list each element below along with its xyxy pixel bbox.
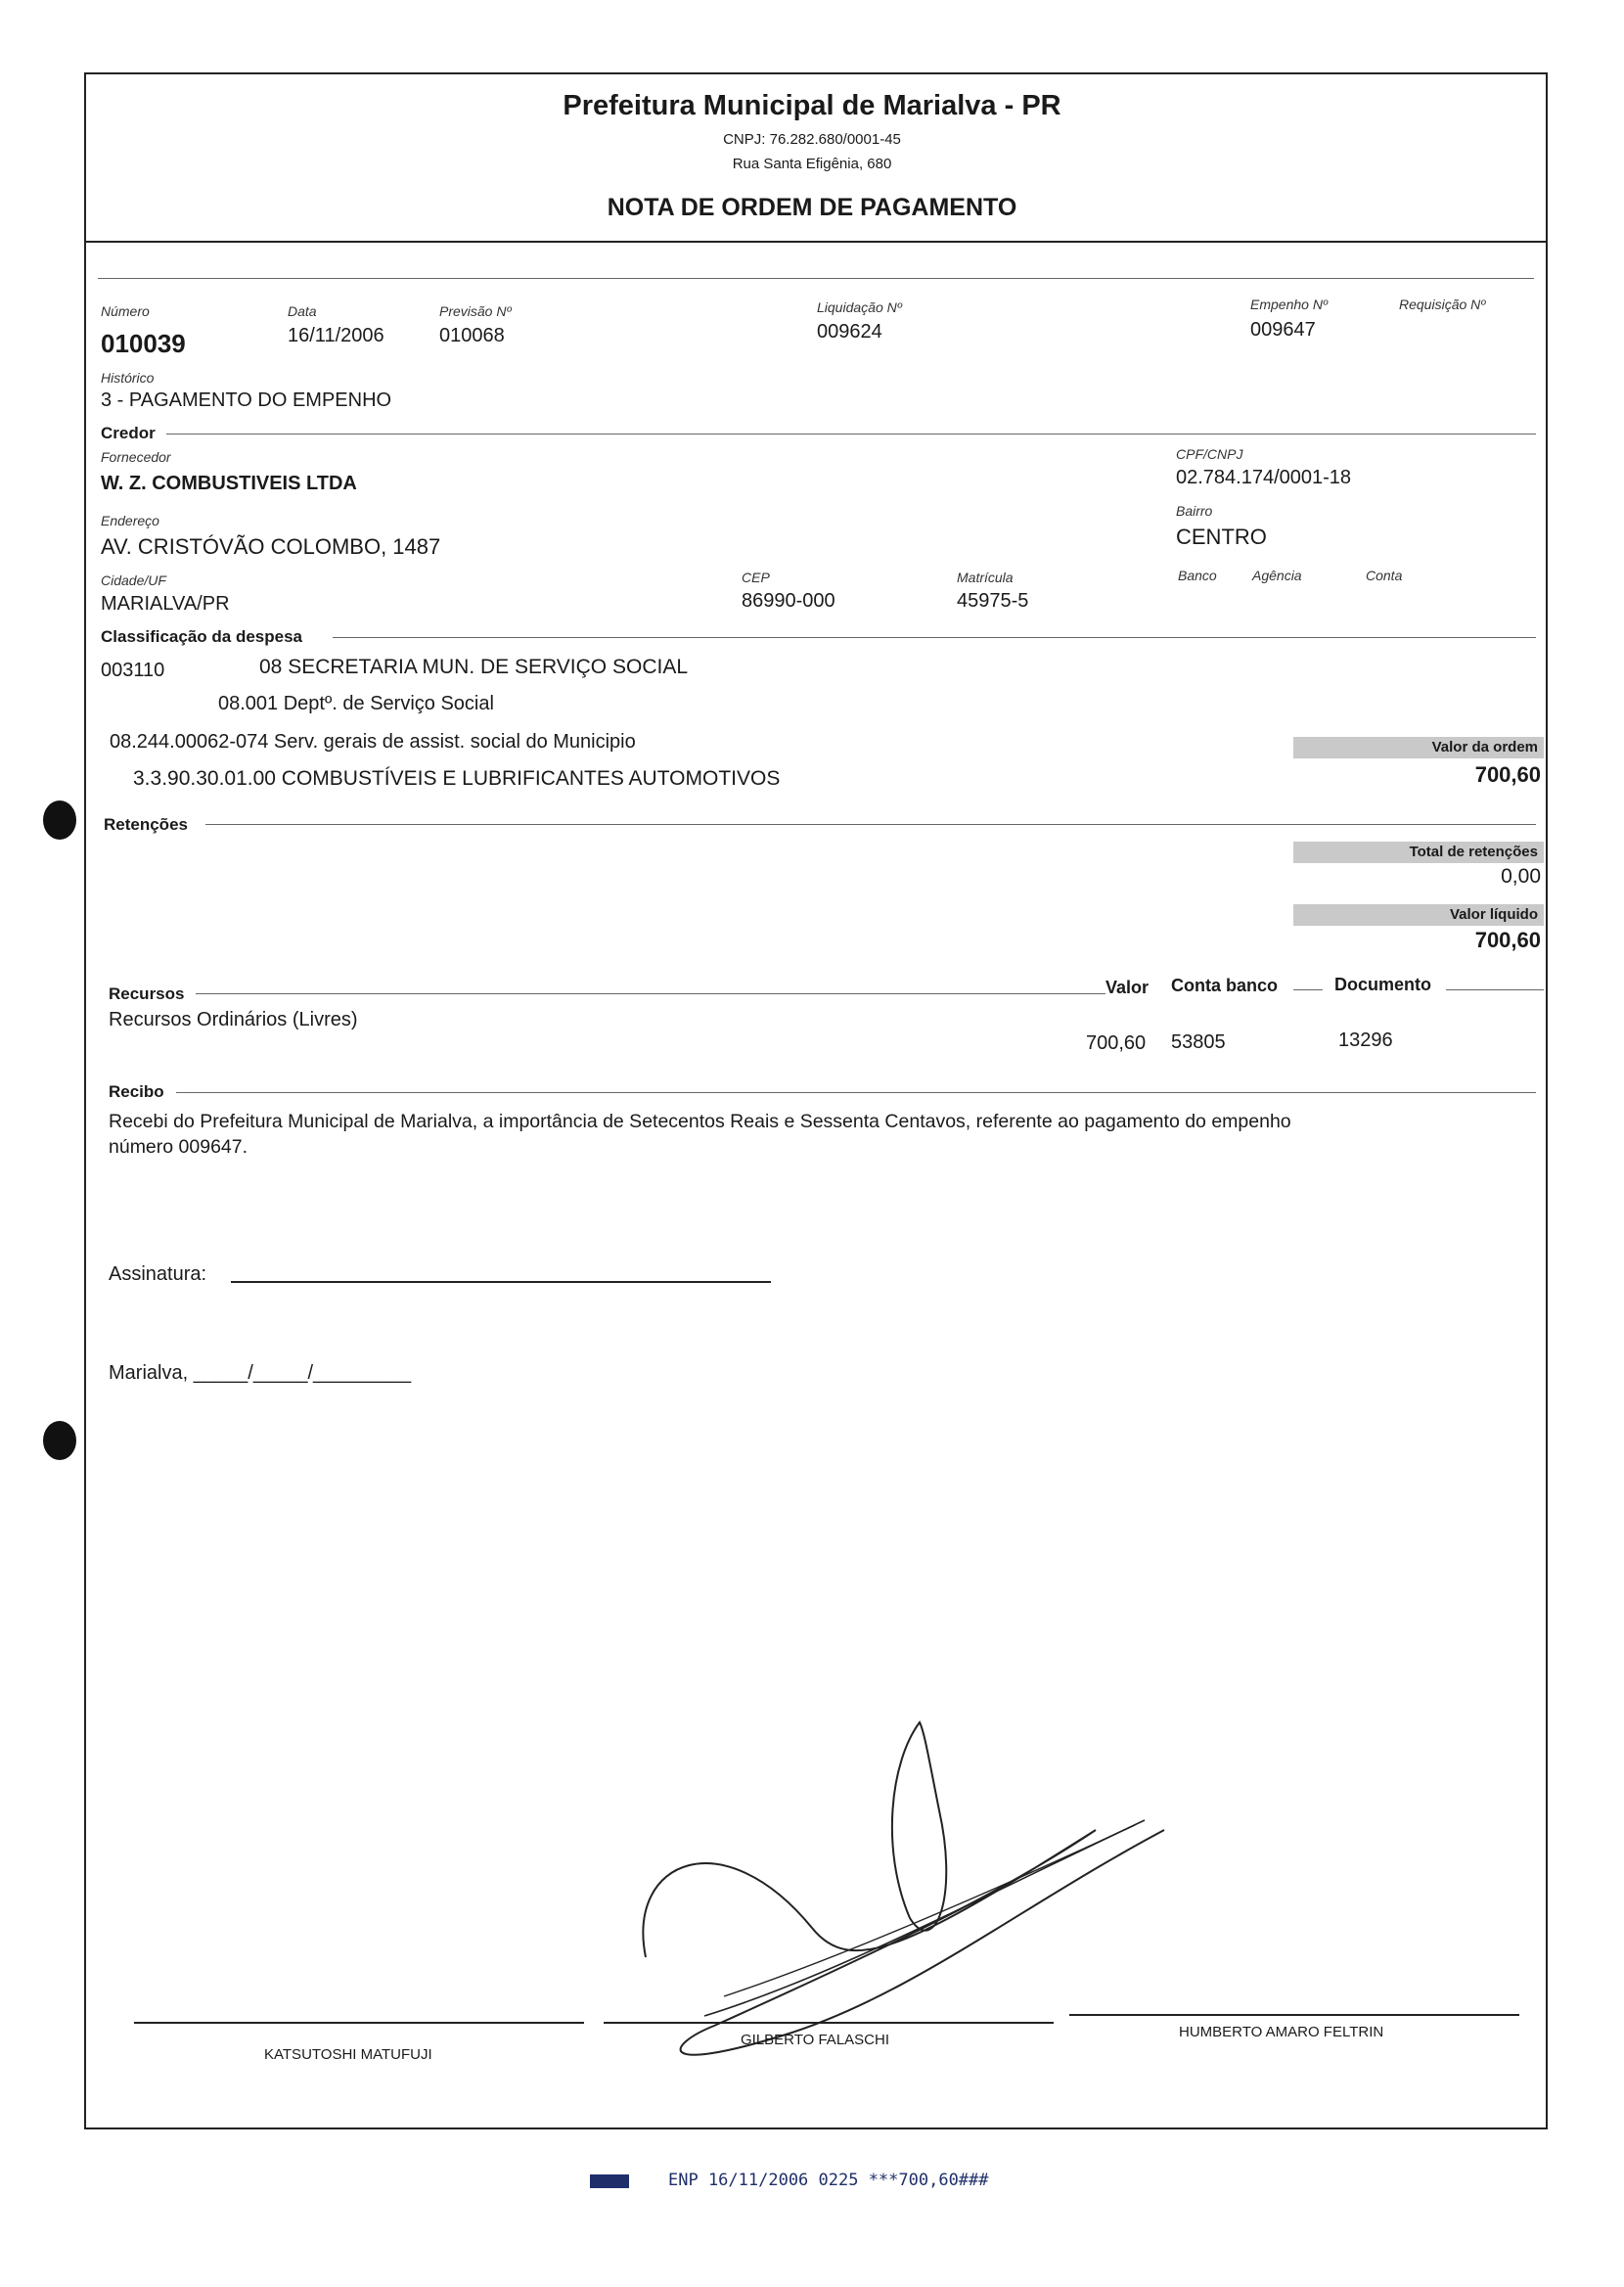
liquidacao-label: Liquidação Nº [817, 299, 902, 315]
signature-line [1069, 2014, 1519, 2016]
recursos-descricao: Recursos Ordinários (Livres) [109, 1009, 358, 1030]
divider [1446, 989, 1544, 990]
section-recursos: Recursos [109, 984, 188, 1004]
recursos-documento-label: Documento [1334, 975, 1431, 994]
assinatura-label: Assinatura: [109, 1263, 207, 1285]
local-data: Marialva, _____/_____/_________ [109, 1362, 412, 1384]
historico-label: Histórico [101, 370, 155, 386]
section-classificacao: Classificação da despesa [101, 627, 306, 647]
footer-stamp: ENP 16/11/2006 0225 ***700,60### [668, 2171, 989, 2190]
agencia-label: Agência [1252, 568, 1302, 583]
liquidacao-value: 009624 [817, 321, 882, 343]
conta-label: Conta [1366, 568, 1403, 583]
departamento-value: 08.001 Deptº. de Serviço Social [218, 693, 494, 714]
cep-value: 86990-000 [742, 590, 835, 612]
recursos-valor: 700,60 [1086, 1032, 1147, 1054]
bairro-label: Bairro [1176, 503, 1213, 519]
address-line: Rua Santa Efigênia, 680 [732, 156, 892, 172]
matricula-label: Matrícula [957, 570, 1014, 585]
fornecedor-value: W. Z. COMBUSTIVEIS LTDA [101, 473, 357, 494]
divider [98, 278, 1534, 279]
cep-label: CEP [742, 570, 770, 585]
recursos-documento: 13296 [1338, 1029, 1393, 1051]
valor-liquido-box [1293, 904, 1544, 926]
empenho-label: Empenho Nº [1250, 297, 1329, 312]
section-retencoes: Retenções [104, 815, 192, 835]
recursos-conta-label: Conta banco [1171, 976, 1279, 995]
previsao-value: 010068 [439, 325, 505, 346]
valor-liquido-label: Valor líquido [1449, 906, 1538, 923]
cidade-value: MARIALVA/PR [101, 593, 230, 615]
cidade-label: Cidade/UF [101, 572, 166, 588]
recibo-text-line1: Recebi do Prefeitura Municipal de Marialva, a importância de Setecentos Reais e Sessenta Centavos, referente ao pagamento do empenho [109, 1111, 1291, 1132]
previsao-label: Previsão Nº [439, 303, 512, 319]
cpf-label: CPF/CNPJ [1176, 446, 1243, 462]
matricula-value: 45975-5 [957, 590, 1029, 612]
data-label: Data [288, 303, 317, 319]
page-title: Prefeitura Municipal de Marialva - PR [563, 90, 1061, 121]
classificacao-codigo: 003110 [101, 660, 165, 681]
signatory-3: HUMBERTO AMARO FELTRIN [1179, 2024, 1384, 2040]
total-retencoes-label: Total de retenções [1409, 844, 1538, 860]
divider [196, 993, 1105, 994]
valor-ordem-label: Valor da ordem [1431, 739, 1538, 755]
document-title: NOTA DE ORDEM DE PAGAMENTO [607, 194, 1017, 221]
total-retencoes-value: 0,00 [1501, 865, 1541, 888]
signatory-1: KATSUTOSHI MATUFUJI [264, 2046, 432, 2063]
numero-value: 010039 [101, 329, 186, 358]
historico-value: 3 - PAGAMENTO DO EMPENHO [101, 389, 392, 411]
divider [176, 1092, 1536, 1093]
programa-value: 08.244.00062-074 Serv. gerais de assist. social do Municipio [110, 731, 636, 753]
bairro-value: CENTRO [1176, 525, 1267, 549]
cnpj-line: CNPJ: 76.282.680/0001-45 [723, 131, 901, 148]
valor-liquido-value: 700,60 [1474, 928, 1541, 952]
cpf-value: 02.784.174/0001-18 [1176, 467, 1352, 488]
endereco-value: AV. CRISTÓVÃO COLOMBO, 1487 [101, 534, 441, 559]
valor-ordem-box [1293, 737, 1544, 758]
fornecedor-label: Fornecedor [101, 449, 171, 465]
recibo-text-line2: número 009647. [109, 1136, 248, 1158]
numero-label: Número [101, 303, 150, 319]
section-credor: Credor [101, 424, 159, 443]
section-recibo: Recibo [109, 1082, 168, 1102]
handwritten-signature [587, 1703, 1194, 2075]
signatory-2: GILBERTO FALASCHI [741, 2032, 889, 2048]
signature-line [604, 2022, 1054, 2024]
empenho-value: 009647 [1250, 319, 1316, 341]
signature-line [134, 2022, 584, 2024]
valor-ordem-value: 700,60 [1474, 762, 1541, 787]
recursos-valor-label: Valor [1105, 978, 1150, 997]
punch-hole-mark [43, 1421, 76, 1460]
data-value: 16/11/2006 [288, 325, 384, 346]
header-divider [84, 241, 1546, 243]
assinatura-line [231, 1281, 771, 1283]
secretaria-value: 08 SECRETARIA MUN. DE SERVIÇO SOCIAL [259, 656, 689, 678]
recursos-conta: 53805 [1171, 1031, 1226, 1053]
total-retencoes-box [1293, 842, 1544, 863]
endereco-label: Endereço [101, 513, 159, 528]
divider [1293, 989, 1323, 990]
requisicao-label: Requisição Nº [1399, 297, 1486, 312]
divider [166, 434, 1536, 435]
banco-label: Banco [1178, 568, 1217, 583]
elemento-value: 3.3.90.30.01.00 COMBUSTÍVEIS E LUBRIFICANTES AUTOMOTIVOS [133, 767, 781, 790]
punch-hole-mark [43, 800, 76, 840]
divider [205, 824, 1536, 825]
stamp-mark-icon [590, 2174, 629, 2188]
divider [333, 637, 1536, 638]
